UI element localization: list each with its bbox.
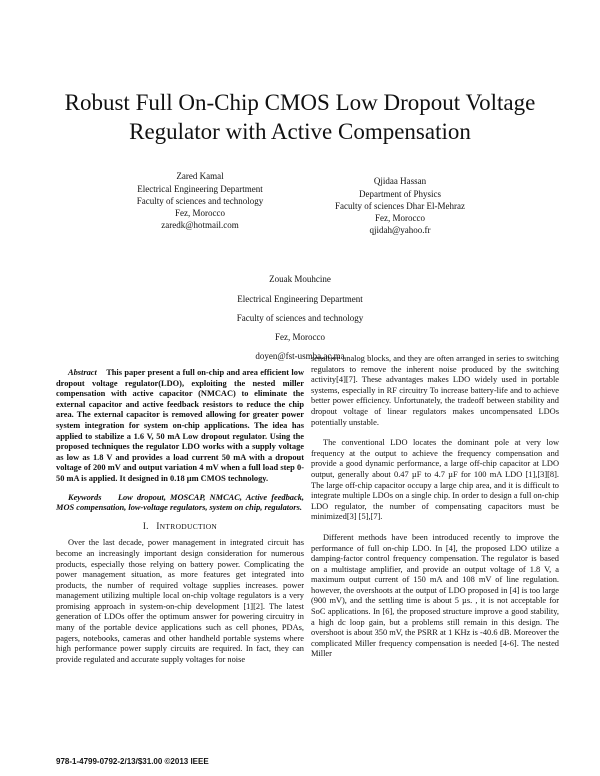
abstract-text: This paper present a full on-chip and area efficient low dropout voltage regulator(LDO), exploiting the nested miller compensation with active capacitor (NMCAC) to eliminate the external capacitor and active feedback resistors to reduce the chip area. The external capacitor is removed allowing for greater power system integration for system on-chip applications. The idea has applied to stabilize a 1.6 V, 50 mA Low dropout regulator. Using the proposed techniques the regulator LDO works with a supply voltage as low as 1.8 V and provides a load current 50 mA with a dropout voltage of 200 mV and output variation 4 mV when a full load step 0-50 mA is applied. It designed in 0.18 µm CMOS technology. xyxy=(56,368,304,483)
author-email: doyen@fst-usmba.ac.ma xyxy=(255,351,345,361)
author-faculty: Faculty of sciences Dhar El-Mehraz xyxy=(335,201,465,211)
right-column xyxy=(311,354,559,670)
body-paragraph: The conventional LDO locates the dominant pole at very low frequency at the output to achieve the frequency compensation and provide a good dynamic performance, a large off-chip capacitor at LDO output, generally about 0.47 µF to 4.7 µF for 100 mA LDO [1],[3][8]. The large off-chip capacitor occupy a large chip area, and it is difficult to integrate multiple LDOs on a single chip. In order to design a full on-chip LDO regulator, the number of compensating capacitors must be minimized[3] [5],[7]. xyxy=(311,438,559,522)
abstract xyxy=(56,368,304,485)
title-line-1: Robust Full On-Chip CMOS Low Dropout Voltage xyxy=(64,90,536,115)
keywords-label: Keywords xyxy=(68,492,102,502)
author-department: Electrical Engineering Department xyxy=(237,294,363,304)
body-paragraph: Over the last decade, power management in integrated circuit has become an increasingly important design consideration for numerous products, especially those relying on battery power. Complicating the power management situation, as more features get integrated into products, the number of required voltage supplies increases. power management utilizing multiple local on-chip voltage regulators is a very promising approach in system-on-chip development [1][2]. The latest generation of LDOs offer the optimum answer for powering circuitry in many of the portable device applications such as cell phones, PDAs, pagers, notebooks, cameras and other handheld portable systems where high performance power supply circuits are required. In fact, they can provide regulated and accurate supply voltages for noise xyxy=(56,538,304,664)
keywords-text: Low dropout, MOSCAP, NMCAC, Active feedback, MOS compensation, low-voltage regulators, system on chip, regulators. xyxy=(56,492,304,513)
author-block-1 xyxy=(100,170,300,231)
section-title-first: I xyxy=(156,520,160,531)
section-number: I. xyxy=(142,520,149,531)
section-heading xyxy=(56,521,304,533)
body-paragraph: Different methods have been introduced recently to improve the performance of full on-chip LDO. In [4], the proposed LDO utilize a damping-factor control frequency compensation. The regulator is based on a multistage amplifier, and provide an output voltage of 1.8 V, a maximum output current of 150 mA and 108 mV of line regulation. however, the overshoots at the output of LDO proposed in [4] is too large (900 mV), and the settling time is about 5 µs. , it is not acceptable for SoC applications. In [6], the proposed structure improve a good stability, a high dc loop gain, but a problems still remain in this design. The overshoot is about 350 mV, the PSRR at 1 KHz is -40.6 dB. Moreover the complicated Miller frequency compensation is needed [4-6]. The nested Miller xyxy=(311,532,559,659)
section-title-rest: NTRODUCTION xyxy=(159,521,218,531)
title-line-2: Regulator with Active Compensation xyxy=(129,119,471,144)
author-department: Electrical Engineering Department xyxy=(137,184,263,194)
body-paragraph: sensitive analog blocks, and they are often arranged in series to switching regulators to remove the inherent noise produced by the switching activity[4][7]. These advantages makes LDO widely used in portable systems, especially in RF circuitry To increase battery-life and to achieve better power efficiency. Unfortunately, the tradeoff between stability and dropout voltage of linear regulators makes uncompensated LDOs potentially unstable. xyxy=(311,354,559,427)
keywords xyxy=(56,493,304,514)
paper-title xyxy=(40,88,560,146)
author-location: Fez, Morocco xyxy=(375,213,425,223)
author-name: Zared Kamal xyxy=(176,171,224,181)
copyright-footer: 978-1-4799-0792-2/13/$31.00 ©2013 IEEE xyxy=(56,757,209,766)
author-name: Qjidaa Hassan xyxy=(373,176,427,186)
author-faculty: Faculty of sciences and technology xyxy=(236,313,364,323)
author-faculty: Faculty of sciences and technology xyxy=(136,196,264,206)
author-location: Fez, Morocco xyxy=(175,208,225,218)
author-name: Zouak Mouhcine xyxy=(269,274,331,284)
author-location: Fez, Morocco xyxy=(275,332,325,342)
author-department: Department of Physics xyxy=(359,189,441,199)
author-block-3 xyxy=(180,270,420,366)
left-column xyxy=(56,368,304,665)
author-email: qjidah@yahoo.fr xyxy=(369,225,431,235)
abstract-label: Abstract xyxy=(68,368,97,377)
author-email: zaredk@hotmail.com xyxy=(161,220,239,230)
author-block-2 xyxy=(300,175,500,236)
